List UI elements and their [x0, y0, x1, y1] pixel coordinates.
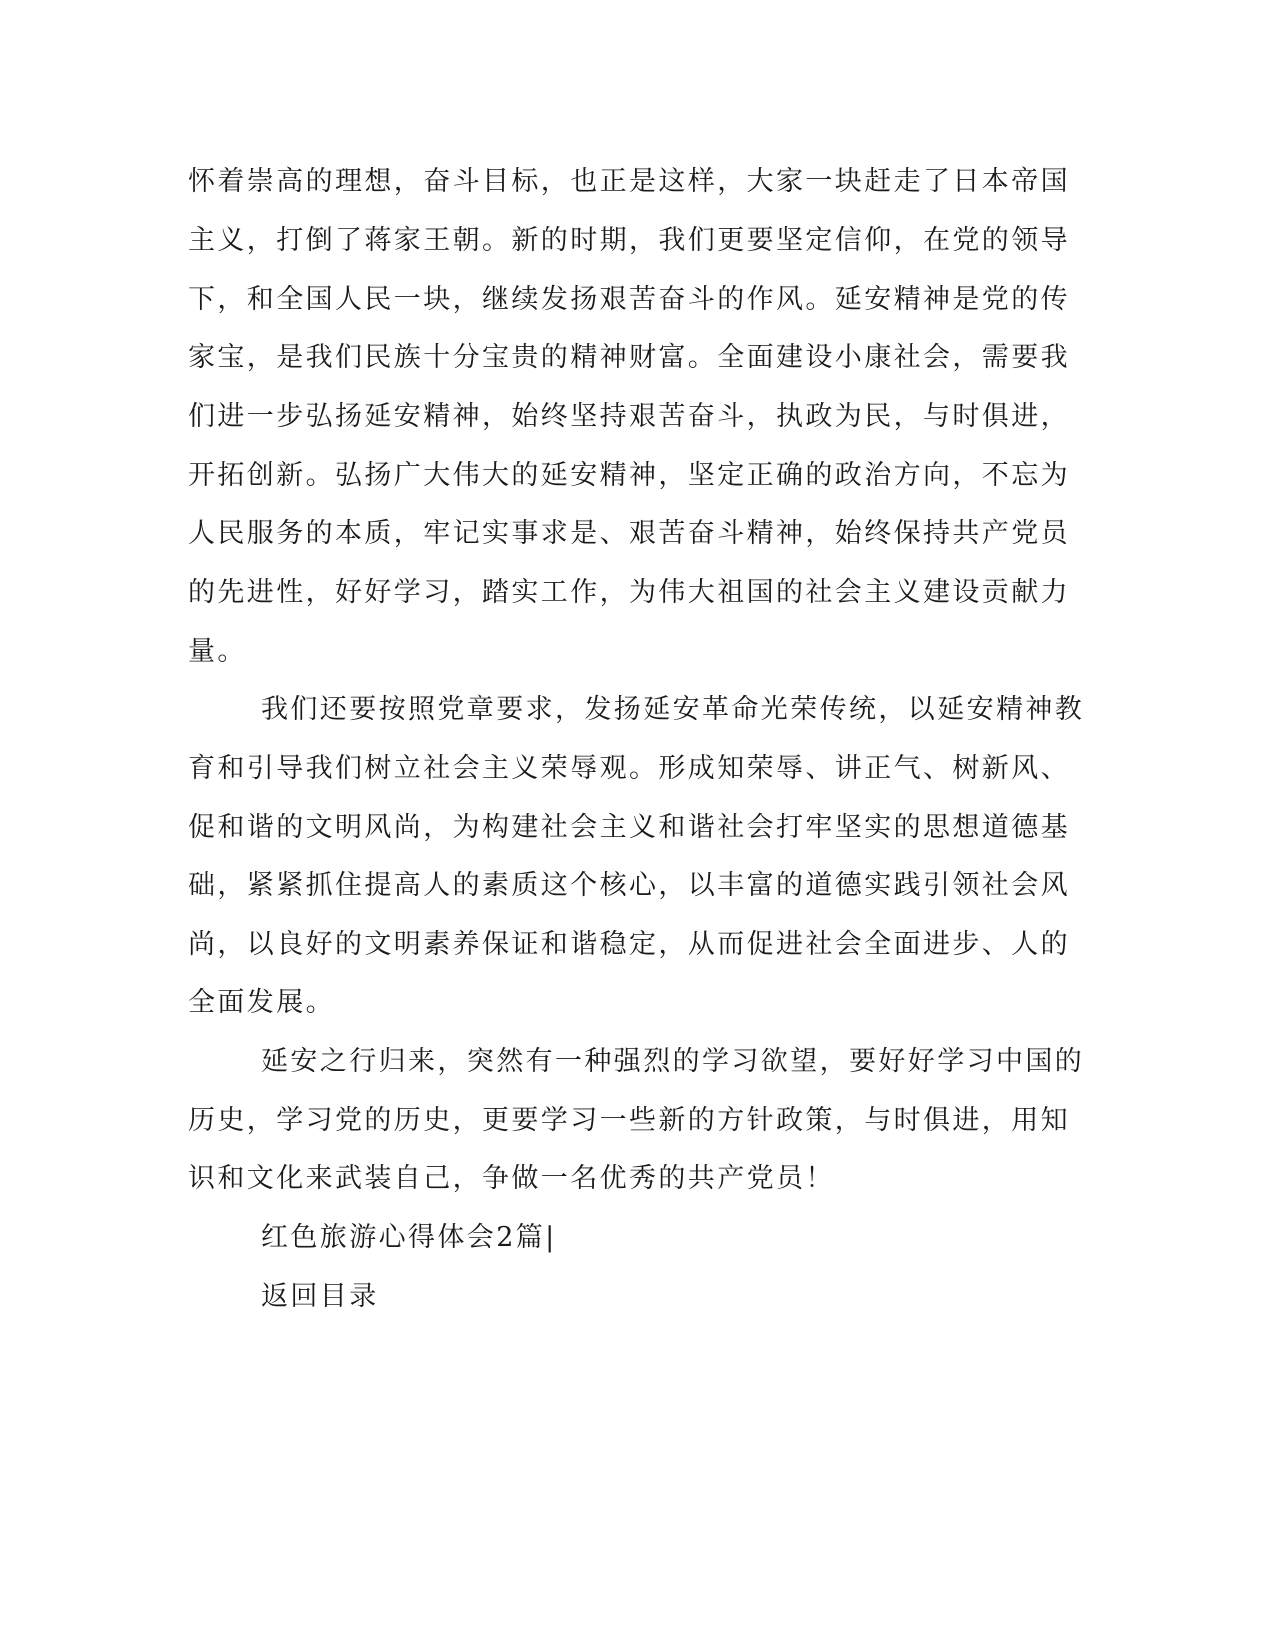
paragraph-line: 延安之行归来，突然有一种强烈的学习欲望，要好好学习中国的 [261, 1046, 1085, 1077]
paragraph-line: 育和引导我们树立社会主义荣辱观。形成知荣辱、讲正气、树新风、 [188, 753, 1070, 784]
paragraph-line: 础，紧紧抓住提高人的素质这个核心，以丰富的道德实践引领社会风 [188, 870, 1070, 901]
paragraph-line: 全面发展。 [188, 987, 335, 1018]
paragraph-line: 家宝，是我们民族十分宝贵的精神财富。全面建设小康社会，需要我 [188, 342, 1070, 373]
paragraph-line: 人民服务的本质，牢记实事求是、艰苦奋斗精神，始终保持共产党员 [188, 518, 1070, 549]
paragraph-line: 量。 [188, 636, 247, 667]
related-article-link[interactable]: 红色旅游心得体会2篇| [261, 1222, 557, 1253]
paragraph-line: 识和文化来武装自己，争做一名优秀的共产党员！ [188, 1163, 835, 1194]
back-to-contents-link[interactable]: 返回目录 [261, 1281, 379, 1312]
paragraph-line: 我们还要按照党章要求，发扬延安革命光荣传统，以延安精神教 [261, 694, 1085, 725]
paragraph-line: 下，和全国人民一块，继续发扬艰苦奋斗的作风。延安精神是党的传 [188, 284, 1070, 315]
paragraph-line: 主义，打倒了蒋家王朝。新的时期，我们更要坚定信仰，在党的领导 [188, 225, 1070, 256]
paragraph-line: 们进一步弘扬延安精神，始终坚持艰苦奋斗，执政为民，与时俱进， [188, 401, 1070, 432]
paragraph-line: 的先进性，好好学习，踏实工作，为伟大祖国的社会主义建设贡献力 [188, 577, 1070, 608]
paragraph-line: 怀着崇高的理想，奋斗目标，也正是这样，大家一块赶走了日本帝国 [188, 166, 1070, 197]
paragraph-line: 促和谐的文明风尚，为构建社会主义和谐社会打牢坚实的思想道德基 [188, 812, 1070, 843]
paragraph-line: 历史，学习党的历史，更要学习一些新的方针政策，与时俱进，用知 [188, 1105, 1070, 1136]
paragraph-line: 开拓创新。弘扬广大伟大的延安精神，坚定正确的政治方向，不忘为 [188, 460, 1070, 491]
paragraph-line: 尚，以良好的文明素养保证和谐稳定，从而促进社会全面进步、人的 [188, 929, 1070, 960]
